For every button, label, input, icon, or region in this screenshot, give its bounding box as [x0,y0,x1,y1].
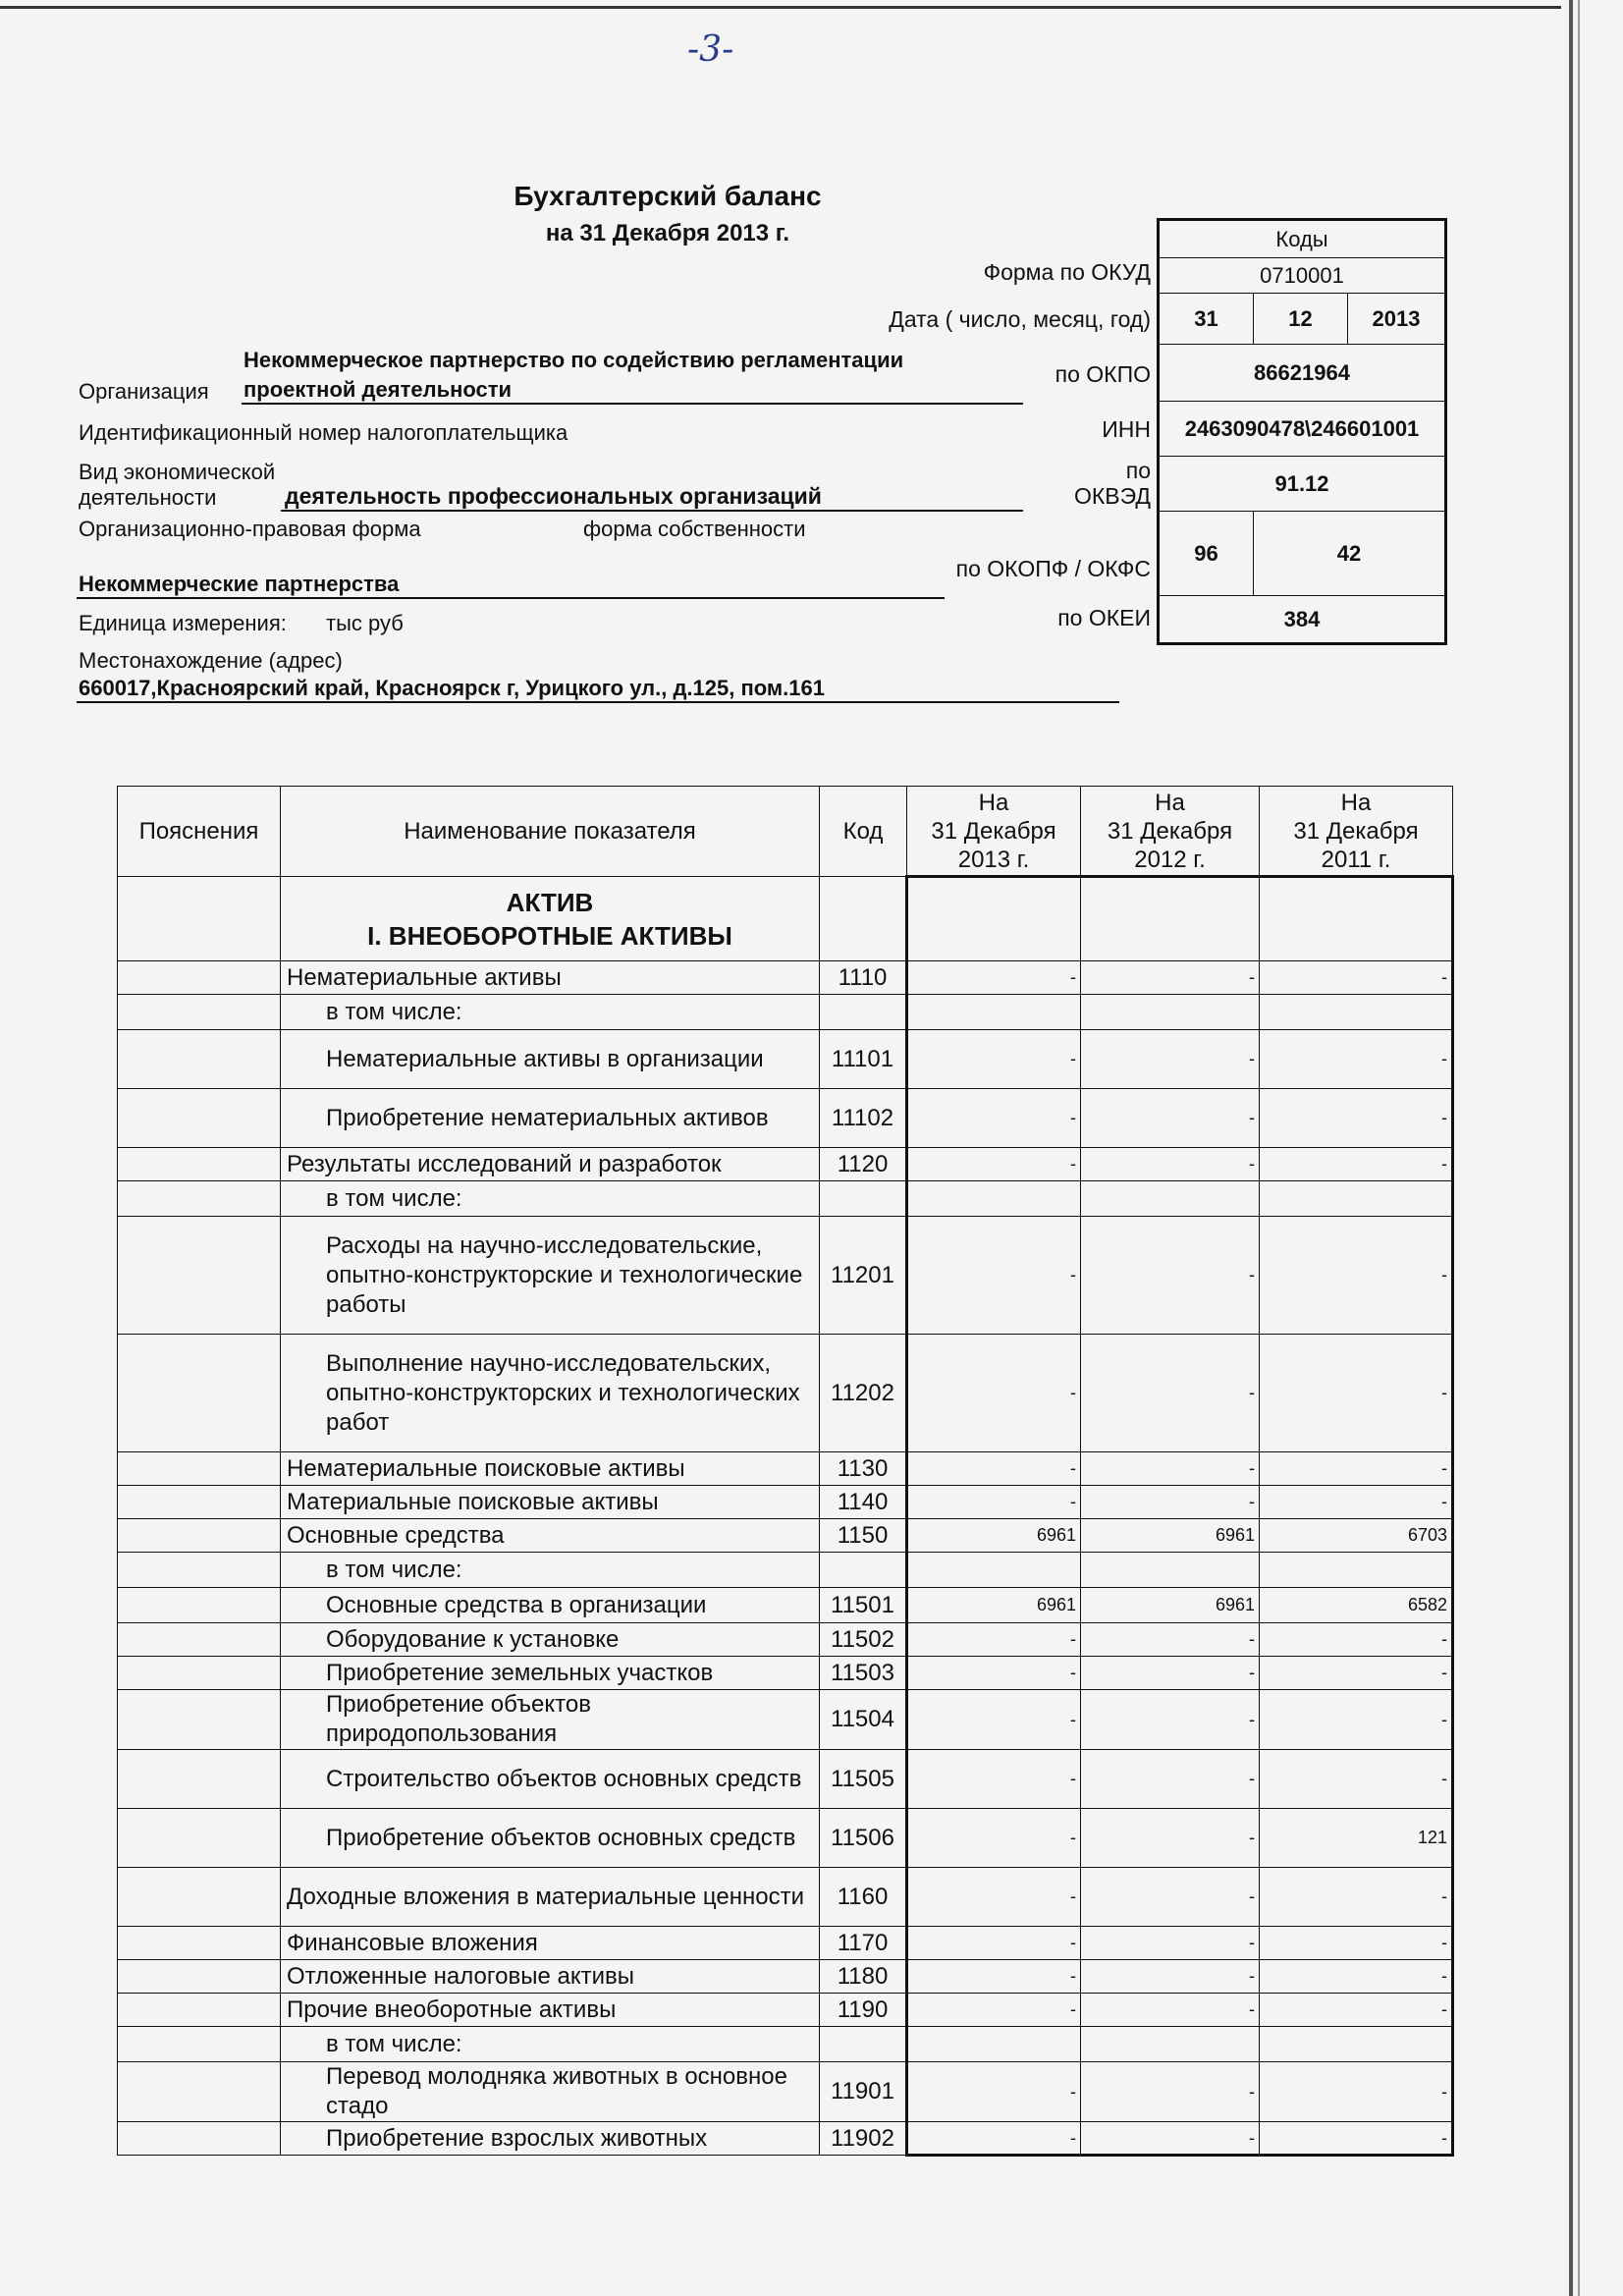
indicator-name: Материальные поисковые активы [281,1486,820,1519]
value-2013: - [907,1089,1081,1148]
value-2012: - [1081,1690,1260,1750]
value-2013: - [907,1994,1081,2027]
table-row [118,1868,1453,1927]
okved-label-2: ОКВЭД [1074,483,1151,509]
value-2013 [907,1181,1081,1217]
indicator-name: Нематериальные активы в организации [281,1030,820,1089]
value-2012: - [1081,961,1260,995]
table-row [118,1181,1453,1217]
value-2013 [907,877,1081,961]
value-2013: - [907,1868,1081,1927]
notes-cell [118,1623,281,1657]
row-code: 11102 [820,1089,907,1148]
notes-cell [118,1030,281,1089]
okei-label: по ОКЕИ [1057,605,1151,630]
row-code: 11201 [820,1217,907,1335]
indicator-name: Приобретение взрослых животных [281,2122,820,2156]
legal-form-value: Некоммерческие партнерства [79,572,400,596]
row-code [820,1181,907,1217]
value-2012: 6961 [1081,1588,1260,1623]
header-col-2011 [1260,787,1453,877]
value-2011: - [1260,1657,1453,1690]
unit-value: тыс руб [326,611,404,635]
section-heading [281,877,820,961]
notes-cell [118,1994,281,2027]
table-row [118,1927,1453,1960]
value-2012: - [1081,1927,1260,1960]
value-2011: - [1260,1486,1453,1519]
value-2013: - [907,1148,1081,1181]
value-2011: - [1260,1623,1453,1657]
value-2011 [1260,1181,1453,1217]
indicator-name: Основные средства в организации [281,1588,820,1623]
value-2012: - [1081,1623,1260,1657]
page-edge-right-shadow [1578,0,1580,2296]
value-2012: - [1081,1335,1260,1452]
row-code [820,1553,907,1588]
table-row [118,1588,1453,1623]
value-2011: - [1260,1994,1453,2027]
value-2013: 6961 [907,1588,1081,1623]
header-col-2012 [1081,787,1260,877]
indicator-name: Расходы на научно-исследовательские, опытно-конструкторские и технологические работы [281,1217,820,1335]
value-2012: - [1081,1750,1260,1809]
org-underline [242,403,1023,405]
notes-cell [118,1089,281,1148]
indicator-name: Выполнение научно-исследовательских, опытно-конструкторских и технологических работ [281,1335,820,1452]
table-row [118,1553,1453,1588]
header-col-2013-line-2: 31 Декабря [931,817,1056,845]
header-code: Код [820,787,907,877]
row-code: 1150 [820,1519,907,1553]
value-2012: - [1081,1486,1260,1519]
value-2013 [907,2027,1081,2062]
row-code: 1140 [820,1486,907,1519]
row-code: 11101 [820,1030,907,1089]
value-2012: - [1081,1217,1260,1335]
notes-cell [118,961,281,995]
notes-cell [118,1181,281,1217]
okud-label: Форма по ОКУД [983,259,1151,285]
indicator-name: в том числе: [281,1553,820,1588]
table-row [118,1750,1453,1809]
value-2013: - [907,1750,1081,1809]
activity-underline [281,510,1023,512]
row-code: 11901 [820,2062,907,2122]
table-row [118,1452,1453,1486]
table-row [118,1623,1453,1657]
activity-label-2: деятельности [79,485,217,510]
value-2012 [1081,877,1260,961]
value-2011 [1260,877,1453,961]
notes-cell [118,2062,281,2122]
row-code [820,995,907,1030]
table-row [118,1994,1453,2027]
value-2013: - [907,1657,1081,1690]
section-noncurrent-assets: I. ВНЕОБОРОТНЫЕ АКТИВЫ [367,920,732,951]
value-2011: - [1260,1335,1453,1452]
address-value: 660017,Красноярский край, Красноярск г, Урицкого ул., д.125, пом.161 [79,676,825,700]
okud-value: 0710001 [1160,258,1445,294]
table-row [118,2027,1453,2062]
value-2011: - [1260,961,1453,995]
value-2013: - [907,2062,1081,2122]
notes-cell [118,1452,281,1486]
okved-label-1: по [1125,458,1151,483]
value-2011: 6582 [1260,1588,1453,1623]
okopf-label: по ОКОПФ / ОКФС [955,556,1151,581]
row-code: 11502 [820,1623,907,1657]
value-2012: - [1081,1868,1260,1927]
activity-value: деятельность профессиональных организаций [285,483,822,509]
value-2011: - [1260,1148,1453,1181]
table-row [118,1960,1453,1994]
value-2011 [1260,995,1453,1030]
date-label: Дата ( число, месяц, год) [889,306,1151,332]
section-aktiv: АКТИВ [506,887,594,917]
value-2011: - [1260,2122,1453,2156]
indicator-name: Результаты исследований и разработок [281,1148,820,1181]
header-col-2013-line-3: 2013 г. [957,846,1030,873]
inn-label: ИНН [1102,416,1151,442]
value-2013: - [907,1927,1081,1960]
table-row [118,1030,1453,1089]
value-2012: 6961 [1081,1519,1260,1553]
value-2012: - [1081,1994,1260,2027]
row-code: 1110 [820,961,907,995]
table-row [118,961,1453,995]
org-name-line-1: Некоммерческое партнерство по содействию регламентации [243,348,904,372]
value-2012: - [1081,1089,1260,1148]
table-row [118,1089,1453,1148]
indicator-name: в том числе: [281,995,820,1030]
row-code: 11501 [820,1588,907,1623]
table-row [118,1217,1453,1335]
date-day: 31 [1160,294,1254,345]
value-2013: - [907,1030,1081,1089]
value-2011: - [1260,1452,1453,1486]
notes-cell [118,1868,281,1927]
value-2011: - [1260,1690,1453,1750]
value-2011: - [1260,1089,1453,1148]
legal-form-label: Организационно-правовая форма [79,517,421,541]
value-2011: 6703 [1260,1519,1453,1553]
table-row [118,1148,1453,1181]
value-2013: 6961 [907,1519,1081,1553]
page-number-mark: -3- [687,29,734,70]
notes-cell [118,1553,281,1588]
okfs-value: 42 [1254,512,1445,596]
value-2013: - [907,1486,1081,1519]
date-year: 2013 [1348,294,1445,345]
value-2012: - [1081,1148,1260,1181]
page-edge-top [0,6,1561,9]
code-cell [820,877,907,961]
indicator-name: в том числе: [281,2027,820,2062]
table-row [118,1486,1453,1519]
header-col-2013-line-1: На [978,789,1009,816]
table-row [118,1809,1453,1868]
table-row [118,1335,1453,1452]
indicator-name: Приобретение объектов природопользования [281,1690,820,1750]
row-code: 11503 [820,1657,907,1690]
value-2012 [1081,2027,1260,2062]
indicator-name: Прочие внеоборотные активы [281,1994,820,2027]
page-edge-right [1569,0,1573,2296]
value-2011 [1260,1553,1453,1588]
notes-cell [118,1750,281,1809]
header-col-2012-line-1: На [1155,789,1185,816]
value-2013: - [907,1690,1081,1750]
value-2011: - [1260,1927,1453,1960]
value-2011: - [1260,1030,1453,1089]
table-row [118,1519,1453,1553]
notes-cell [118,1519,281,1553]
row-code: 1130 [820,1452,907,1486]
header-col-2011-line-2: 31 Декабря [1293,817,1419,845]
document-subtitle: на 31 Декабря 2013 г. [545,220,790,246]
address-label: Местонахождение (адрес) [79,648,343,673]
indicator-name: в том числе: [281,1181,820,1217]
notes-cell [118,1657,281,1690]
header-name: Наименование показателя [281,787,820,877]
document-title: Бухгалтерский баланс [514,181,822,211]
indicator-name: Приобретение земельных участков [281,1657,820,1690]
indicator-name: Отложенные налоговые активы [281,1960,820,1994]
value-2012: - [1081,1030,1260,1089]
notes-cell [118,877,281,961]
value-2011: - [1260,1750,1453,1809]
okved-value: 91.12 [1160,457,1445,512]
notes-cell [118,1927,281,1960]
row-code: 11504 [820,1690,907,1750]
value-2011: - [1260,1868,1453,1927]
value-2011: 121 [1260,1809,1453,1868]
row-code: 1160 [820,1868,907,1927]
row-code [820,2027,907,2062]
okopf-value: 96 [1160,512,1254,596]
value-2013 [907,1553,1081,1588]
row-code: 1190 [820,1994,907,2027]
row-code: 1120 [820,1148,907,1181]
header-col-2013 [907,787,1081,877]
okpo-value: 86621964 [1160,345,1445,402]
value-2012 [1081,1553,1260,1588]
notes-cell [118,1335,281,1452]
header-col-2012-line-3: 2012 г. [1134,846,1206,873]
indicator-name: Оборудование к установке [281,1623,820,1657]
indicator-name: Финансовые вложения [281,1927,820,1960]
table-row [118,1690,1453,1750]
table-row [118,1657,1453,1690]
ownership-label: форма собственности [583,517,806,541]
okei-value: 384 [1160,596,1445,643]
value-2011 [1260,2027,1453,2062]
value-2013: - [907,1217,1081,1335]
org-name-line-2: проектной деятельности [243,377,513,402]
notes-cell [118,995,281,1030]
codes-box [1157,218,1447,645]
value-2013: - [907,1809,1081,1868]
header-notes: Пояснения [118,787,281,877]
section-header-row [118,877,1453,961]
value-2013: - [907,1335,1081,1452]
table-row [118,2122,1453,2156]
indicator-name: Перевод молодняка животных в основное стадо [281,2062,820,2122]
notes-cell [118,1960,281,1994]
value-2012: - [1081,1809,1260,1868]
address-underline [77,701,1119,703]
table-header-row [118,787,1453,877]
inn-value: 2463090478\246601001 [1160,402,1445,457]
row-code: 1170 [820,1927,907,1960]
indicator-name: Приобретение объектов основных средств [281,1809,820,1868]
row-code: 11505 [820,1750,907,1809]
unit-label: Единица измерения: [79,611,287,635]
notes-cell [118,1217,281,1335]
value-2012 [1081,995,1260,1030]
indicator-name: Основные средства [281,1519,820,1553]
value-2013 [907,995,1081,1030]
header-col-2012-line-2: 31 Декабря [1107,817,1233,845]
value-2012: - [1081,2062,1260,2122]
value-2012: - [1081,1452,1260,1486]
indicator-name: Нематериальные поисковые активы [281,1452,820,1486]
indicator-name: Приобретение нематериальных активов [281,1089,820,1148]
activity-label-1: Вид экономической [79,460,276,484]
value-2013: - [907,1960,1081,1994]
value-2013: - [907,1623,1081,1657]
org-label: Организация [79,379,209,404]
date-month: 12 [1254,294,1348,345]
value-2012: - [1081,1657,1260,1690]
notes-cell [118,1588,281,1623]
value-2012: - [1081,2122,1260,2156]
table-row [118,995,1453,1030]
indicator-name: Строительство объектов основных средств [281,1750,820,1809]
notes-cell [118,1486,281,1519]
notes-cell [118,1690,281,1750]
header-col-2011-line-1: На [1340,789,1372,816]
codes-header: Коды [1160,221,1445,258]
table-row [118,2062,1453,2122]
row-code: 11902 [820,2122,907,2156]
notes-cell [118,2122,281,2156]
notes-cell [118,2027,281,2062]
value-2013: - [907,2122,1081,2156]
okpo-label: по ОКПО [1055,361,1151,387]
value-2011: - [1260,1960,1453,1994]
value-2011: - [1260,1217,1453,1335]
balance-table [117,786,1454,2157]
row-code: 11506 [820,1809,907,1868]
value-2012: - [1081,1960,1260,1994]
row-code: 1180 [820,1960,907,1994]
row-code: 11202 [820,1335,907,1452]
legal-form-underline [77,597,945,599]
notes-cell [118,1809,281,1868]
notes-cell [118,1148,281,1181]
header-col-2011-line-3: 2011 г. [1321,846,1391,873]
inn-caption: Идентификационный номер налогоплательщика [79,420,568,445]
value-2013: - [907,961,1081,995]
indicator-name: Доходные вложения в материальные ценности [281,1868,820,1927]
value-2012 [1081,1181,1260,1217]
value-2013: - [907,1452,1081,1486]
value-2011: - [1260,2062,1453,2122]
indicator-name: Нематериальные активы [281,961,820,995]
